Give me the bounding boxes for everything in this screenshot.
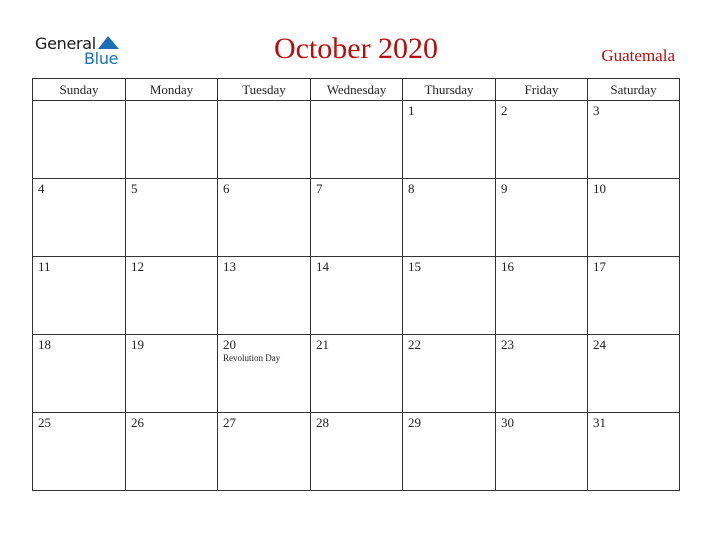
day-number: 8 <box>408 181 415 196</box>
weekday-friday: Friday <box>496 79 588 101</box>
weekday-wednesday: Wednesday <box>311 79 403 101</box>
day-cell-saturday <box>588 335 680 413</box>
day-number: 15 <box>408 259 421 274</box>
weekday-monday: Monday <box>126 79 218 101</box>
day-number: 16 <box>501 259 514 274</box>
day-cell-saturday <box>588 101 680 179</box>
day-cell-sunday <box>33 413 126 491</box>
day-cell-tuesday <box>218 257 311 335</box>
day-cell-tuesday <box>218 335 311 413</box>
day-cell-thursday <box>403 101 496 179</box>
country-name: Guatemala <box>601 46 675 65</box>
day-cell-friday <box>496 413 588 491</box>
day-cell-tuesday <box>218 179 311 257</box>
day-number: 24 <box>593 337 606 352</box>
day-number: 17 <box>593 259 606 274</box>
day-number: 19 <box>131 337 144 352</box>
logo-text-blue: Blue <box>84 49 119 68</box>
day-cell-wednesday <box>311 413 403 491</box>
day-cell-wednesday <box>311 179 403 257</box>
day-number: 10 <box>593 181 606 196</box>
day-number: 5 <box>131 181 138 196</box>
day-number: 11 <box>38 259 51 274</box>
week-row <box>33 413 680 491</box>
day-cell-friday <box>496 257 588 335</box>
day-number: 2 <box>501 103 508 118</box>
day-cell-sunday <box>33 179 126 257</box>
day-number: 3 <box>593 103 600 118</box>
logo-text-general: General <box>35 34 96 53</box>
day-number: 14 <box>316 259 329 274</box>
day-number: 13 <box>223 259 236 274</box>
day-cell-thursday <box>403 257 496 335</box>
day-number: 9 <box>501 181 508 196</box>
day-number: 29 <box>408 415 421 430</box>
day-number: 18 <box>38 337 51 352</box>
weekday-sunday: Sunday <box>33 79 126 101</box>
day-cell-thursday <box>403 335 496 413</box>
day-cell-monday <box>126 413 218 491</box>
day-cell-sunday <box>33 335 126 413</box>
day-cell-friday <box>496 335 588 413</box>
week-row <box>33 179 680 257</box>
day-cell-saturday <box>588 413 680 491</box>
weekday-header-row <box>33 79 680 101</box>
day-cell-thursday <box>403 413 496 491</box>
holiday-label: Revolution Day <box>223 353 281 363</box>
weekday-tuesday: Tuesday <box>218 79 311 101</box>
weekday-thursday: Thursday <box>403 79 496 101</box>
calendar-grid <box>32 78 680 491</box>
day-cell-tuesday <box>218 413 311 491</box>
day-cell-friday <box>496 101 588 179</box>
day-cell-wednesday <box>311 101 403 179</box>
day-cell-sunday <box>33 257 126 335</box>
day-number: 20 <box>223 337 236 352</box>
week-row <box>33 257 680 335</box>
day-number: 4 <box>38 181 45 196</box>
day-cell-thursday <box>403 179 496 257</box>
day-number: 31 <box>593 415 606 430</box>
day-cell-sunday <box>33 101 126 179</box>
day-cell-wednesday <box>311 257 403 335</box>
day-number: 30 <box>501 415 514 430</box>
day-cell-saturday <box>588 179 680 257</box>
day-number: 1 <box>408 103 415 118</box>
day-number: 21 <box>316 337 329 352</box>
day-number: 28 <box>316 415 329 430</box>
day-number: 23 <box>501 337 514 352</box>
day-number: 6 <box>223 181 230 196</box>
day-cell-monday <box>126 179 218 257</box>
week-row <box>33 101 680 179</box>
day-cell-monday <box>126 335 218 413</box>
calendar-title: October 2020 <box>273 32 439 65</box>
weekday-saturday: Saturday <box>588 79 680 101</box>
day-number: 7 <box>316 181 323 196</box>
day-number: 27 <box>223 415 236 430</box>
day-cell-wednesday <box>311 335 403 413</box>
day-number: 25 <box>38 415 51 430</box>
week-row <box>33 335 680 413</box>
day-number: 26 <box>131 415 144 430</box>
day-cell-saturday <box>588 257 680 335</box>
day-number: 22 <box>408 337 421 352</box>
day-cell-monday <box>126 257 218 335</box>
day-cell-friday <box>496 179 588 257</box>
day-cell-tuesday <box>218 101 311 179</box>
day-number: 12 <box>131 259 144 274</box>
day-cell-monday <box>126 101 218 179</box>
